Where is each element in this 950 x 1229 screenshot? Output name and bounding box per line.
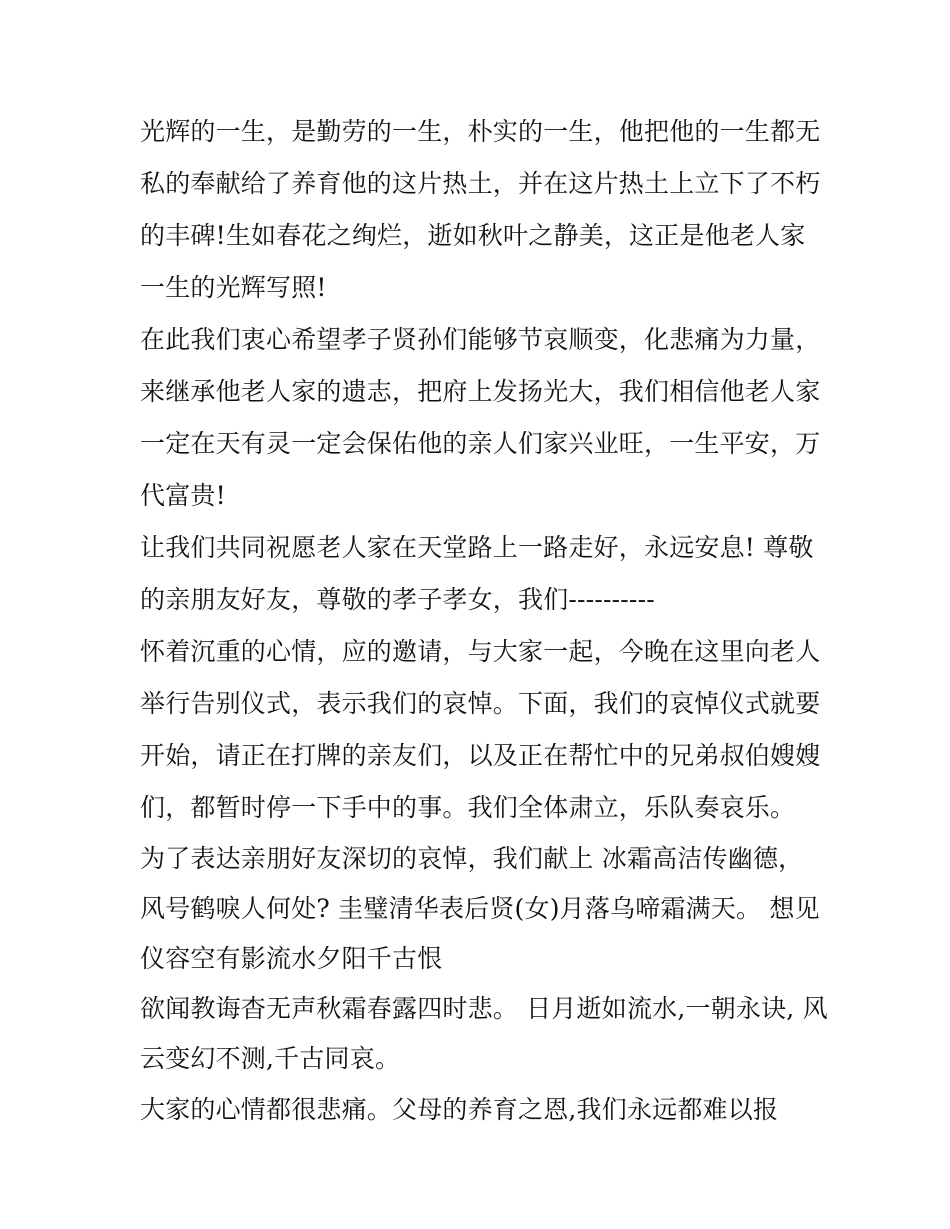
text-line-20: 大家的心情都很悲痛。父母的养育之恩,我们永远都难以报 [140,1095,779,1124]
text-line-7: 一定在天有灵一定会保佑他的亲人们家兴业旺，一生平安，万 [140,429,821,458]
text-line-15: 为了表达亲朋好友深切的哀悼，我们献上 冰霜高洁传幽德， [140,844,804,873]
text-line-9: 让我们共同祝愿老人家在天堂路上一路走好，永远安息! 尊敬 [140,533,814,562]
text-line-4: 一生的光辉写照! [140,273,327,302]
text-line-8: 代富贵! [140,481,226,510]
text-line-16: 风号鹤唳人何处? 圭璧清华表后贤(女)月落乌啼霜满天。 想见 [140,894,820,923]
text-line-5: 在此我们衷心希望孝子贤孙们能够节哀顺变，化悲痛为力量， [140,325,821,354]
text-line-17: 仪容空有影流水夕阳千古恨 [140,944,443,973]
text-line-3: 的丰碑!生如春花之绚烂，逝如秋叶之静美，这正是他老人家 [140,221,806,250]
text-line-2: 私的奉献给了养育他的这片热土，并在这片热土上立下了不朽 [140,169,821,198]
text-line-1: 光辉的一生，是勤劳的一生，朴实的一生，他把他的一生都无 [140,117,821,146]
text-line-11: 怀着沉重的心情，应的邀请，与大家一起，今晚在这里向老人 [140,637,821,666]
text-line-19: 云变幻不测,千古同哀。 [140,1044,401,1073]
text-line-12: 举行告别仪式，表示我们的哀悼。下面，我们的哀悼仪式就要 [140,689,821,718]
text-line-10: 的亲朋友好友，尊敬的孝子孝女，我们---------- [140,585,655,614]
document-body [140,106,830,1136]
text-line-13: 开始，请正在打牌的亲友们，以及正在帮忙中的兄弟叔伯嫂嫂 [140,741,821,770]
text-line-6: 来继承他老人家的遗志，把府上发扬光大，我们相信他老人家 [140,377,821,406]
text-line-14: 们，都暂时停一下手中的事。我们全体肃立，乐队奏哀乐。 [140,793,796,822]
text-line-18: 欲闻教诲杳无声秋霜春露四时悲。 日月逝如流水,一朝永诀, 风 [140,994,828,1023]
